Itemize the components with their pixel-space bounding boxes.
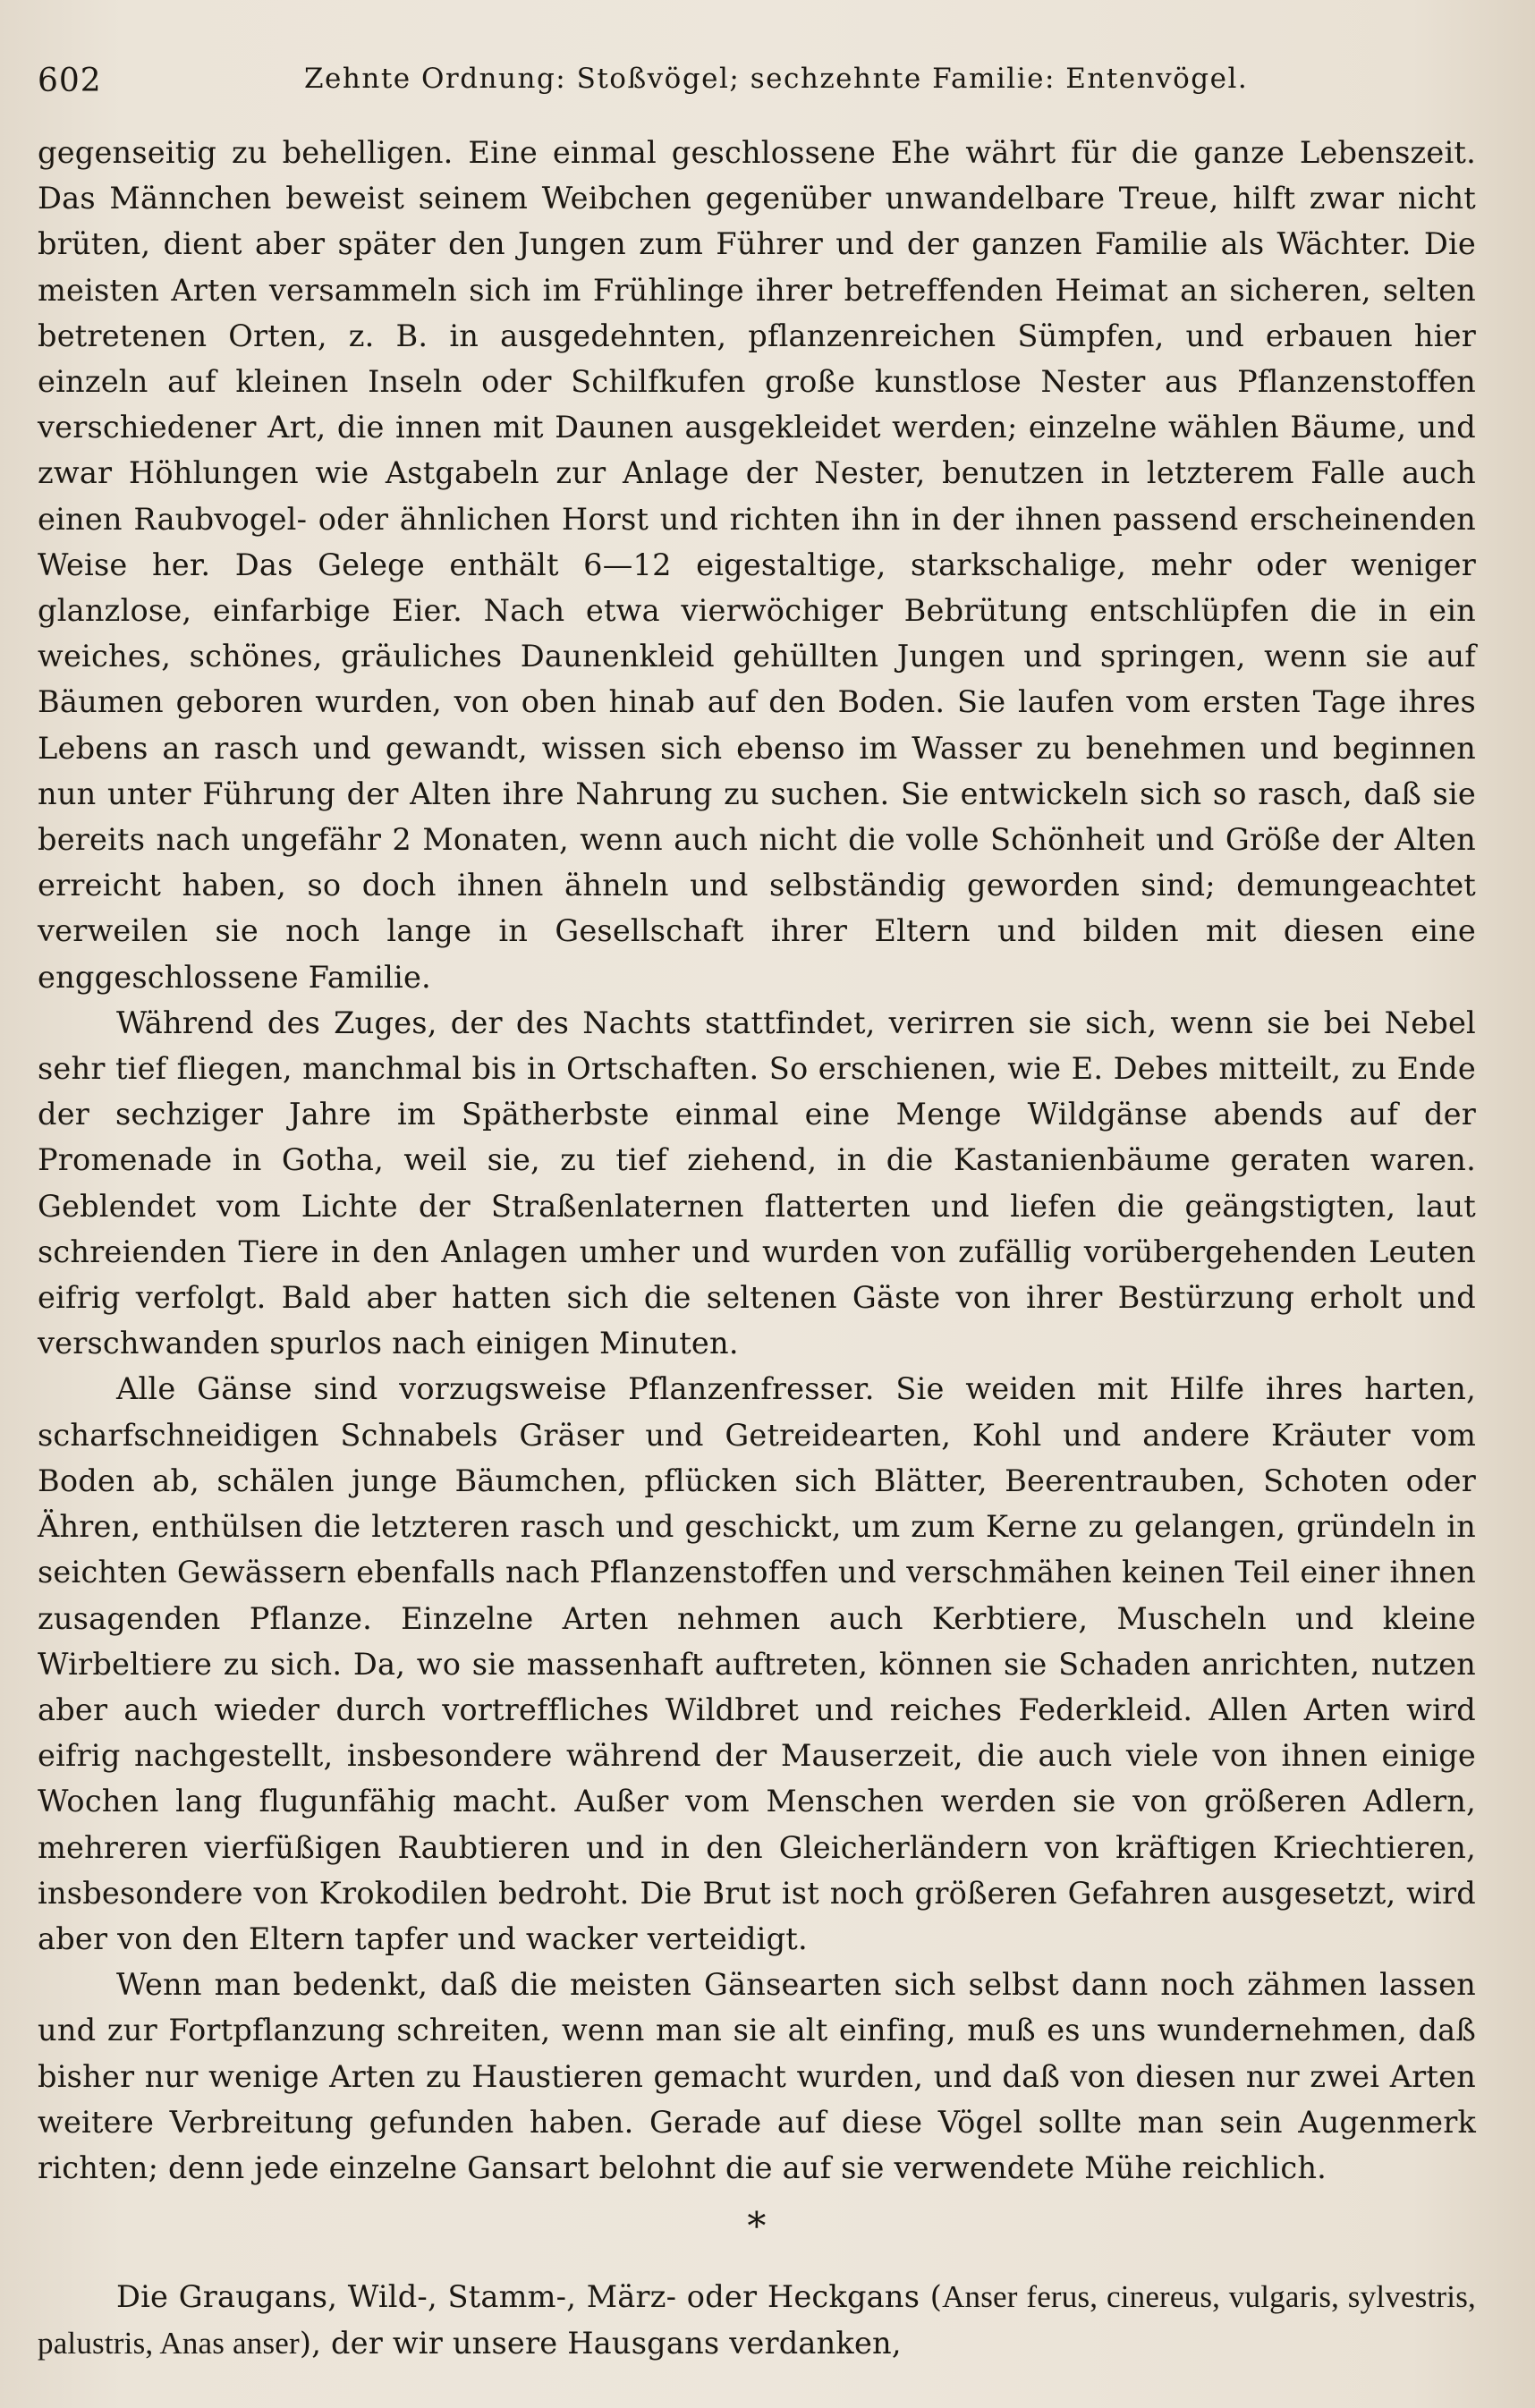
page-header [38, 55, 1499, 109]
latin-names: Anser ferus, cinereus, vulgaris, sylvestris, palustris, Anas anser [38, 2279, 1476, 2361]
page-number: 602 [38, 63, 102, 99]
running-head: Zehnte Ordnung: Stoßvögel; sechzehnte Familie: Entenvögel. [304, 63, 1249, 95]
graugans-tail: ), der wir unsere Hausgans verdanken, [299, 2325, 902, 2361]
section-separator: * [747, 2204, 767, 2249]
graugans-lead: Die Graugans, Wild-, Stamm-, März- oder Heckgans ( [116, 2279, 943, 2315]
paragraph-feeding: Alle Gänse sind vorzugsweise Pflanzenfresser. Sie weiden mit Hilfe ihres harten, scharfschneidigen Schnabels Gräser und Getreidearten, Kohl und andere Kräuter vom Boden ab, schälen junge Bäumchen, pflücken sich Blätter, Beerentrauben, Schoten oder Ähren, enthülsen die letzteren rasch und geschickt, um zum Kerne zu gelangen, gründeln in seichten Gewässern ebenfalls nach Pflanzenstoffen und verschmähen keinen Teil einer ihnen zusagenden Pflanze. Einzelne Arten nehmen auch Kerbtiere, Muscheln und kleine Wirbeltiere zu sich. Da, wo sie massenhaft auftreten, können sie Schaden anrichten, nutzen aber auch wieder durch vortreffliches Wildbret und reiches Federkleid. Allen Arten wird eifrig nachgestellt, insbesondere während der Mauserzeit, die auch viele von ihnen einige Wochen lang flugunfähig macht. Außer vom Menschen werden sie von größeren Adlern, mehreren vierfüßigen Raubtieren und in den Gleicherländern von kräftigen Kriechtieren, insbesondere von Krokodilen bedroht. Die Brut ist noch größeren Gefahren ausgesetzt, wird aber von den Eltern tapfer und wacker verteidigt. [38, 1371, 1476, 1956]
paragraph-migration: Während des Zuges, der des Nachts stattfindet, verirren sie sich, wenn sie bei Nebel sehr tief fliegen, manchmal bis in Ortschaften. So erschienen, wie E. Debes mitteilt, zu Ende der sechziger Jahre im Spätherbste einmal eine Menge Wildgänse abends auf der Promenade in Gotha, weil sie, zu tief ziehend, in die Kastanienbäume geraten waren. Geblendet vom Lichte der Straßenlaternen flatterten und liefen die geängstigten, laut schreienden Tiere in den Anlagen umher und wurden von zufällig vorübergehenden Leuten eifrig verfolgt. Bald aber hatten sich die seltenen Gäste von ihrer Bestürzung erholt und verschwanden spurlos nach einigen Minuten. [38, 1005, 1476, 1361]
paragraph-domestication: Wenn man bedenkt, daß die meisten Gänsearten sich selbst dann noch zähmen lassen und zur Fortpflanzung schreiten, wenn man sie alt einfing, muß es uns wundernehmen, daß bisher nur wenige Arten zu Haustieren gemacht wurden, und daß von diesen nur zwei Arten weitere Verbreitung gefunden haben. Gerade auf diese Vögel sollte man sein Augenmerk richten; denn jede einzelne Gansart belohnt die auf sie verwendete Mühe reichlich. [38, 1967, 1476, 2185]
paragraph-graugans [38, 2274, 1476, 2365]
body-text [38, 130, 1476, 2366]
paragraph-marriage-nesting: gegenseitig zu behelligen. Eine einmal geschlossene Ehe währt für die ganze Lebenszeit. Das Männchen beweist seinem Weibchen gegenüber unwandelbare Treue, hilft zwar nicht brüten, dient aber später den Jungen zum Führer und der ganzen Familie als Wächter. Die meisten Arten versammeln sich im Frühlinge ihrer betreffenden Heimat an sicheren, selten betretenen Orten, z. B. in ausgedehnten, pflanzenreichen Sümpfen, und erbauen hier einzeln auf kleinen Inseln oder Schilfkufen große kunstlose Nester aus Pflanzenstoffen verschiedener Art, die innen mit Daunen ausgekleidet werden; einzelne wählen Bäume, und zwar Höhlungen wie Astgabeln zur Anlage der Nester, benutzen in letzterem Falle auch einen Raubvogel- oder ähnlichen Horst und richten ihn in der ihnen passend erscheinenden Weise her. Das Gelege enthält 6—12 eigestaltige, starkschalige, mehr oder weniger glanzlose, einfarbige Eier. Nach etwa vierwöchiger Bebrütung entschlüpfen die in ein weiches, schönes, gräuliches Daunenkleid gehüllten Jungen und springen, wenn sie auf Bäumen geboren wurden, von oben hinab auf den Boden. Sie laufen vom ersten Tage ihres Lebens an rasch und gewandt, wissen sich ebenso im Wasser zu benehmen und beginnen nun unter Führung der Alten ihre Nahrung zu suchen. Sie entwickeln sich so rasch, daß sie bereits nach ungefähr 2 Monaten, wenn auch nicht die volle Schönheit und Größe der Alten erreicht haben, so doch ihnen ähneln und selbständig geworden sind; demungeachtet verweilen sie noch lange in Gesellschaft ihrer Eltern und bilden mit diesen eine enggeschlossene Familie. [38, 135, 1476, 995]
